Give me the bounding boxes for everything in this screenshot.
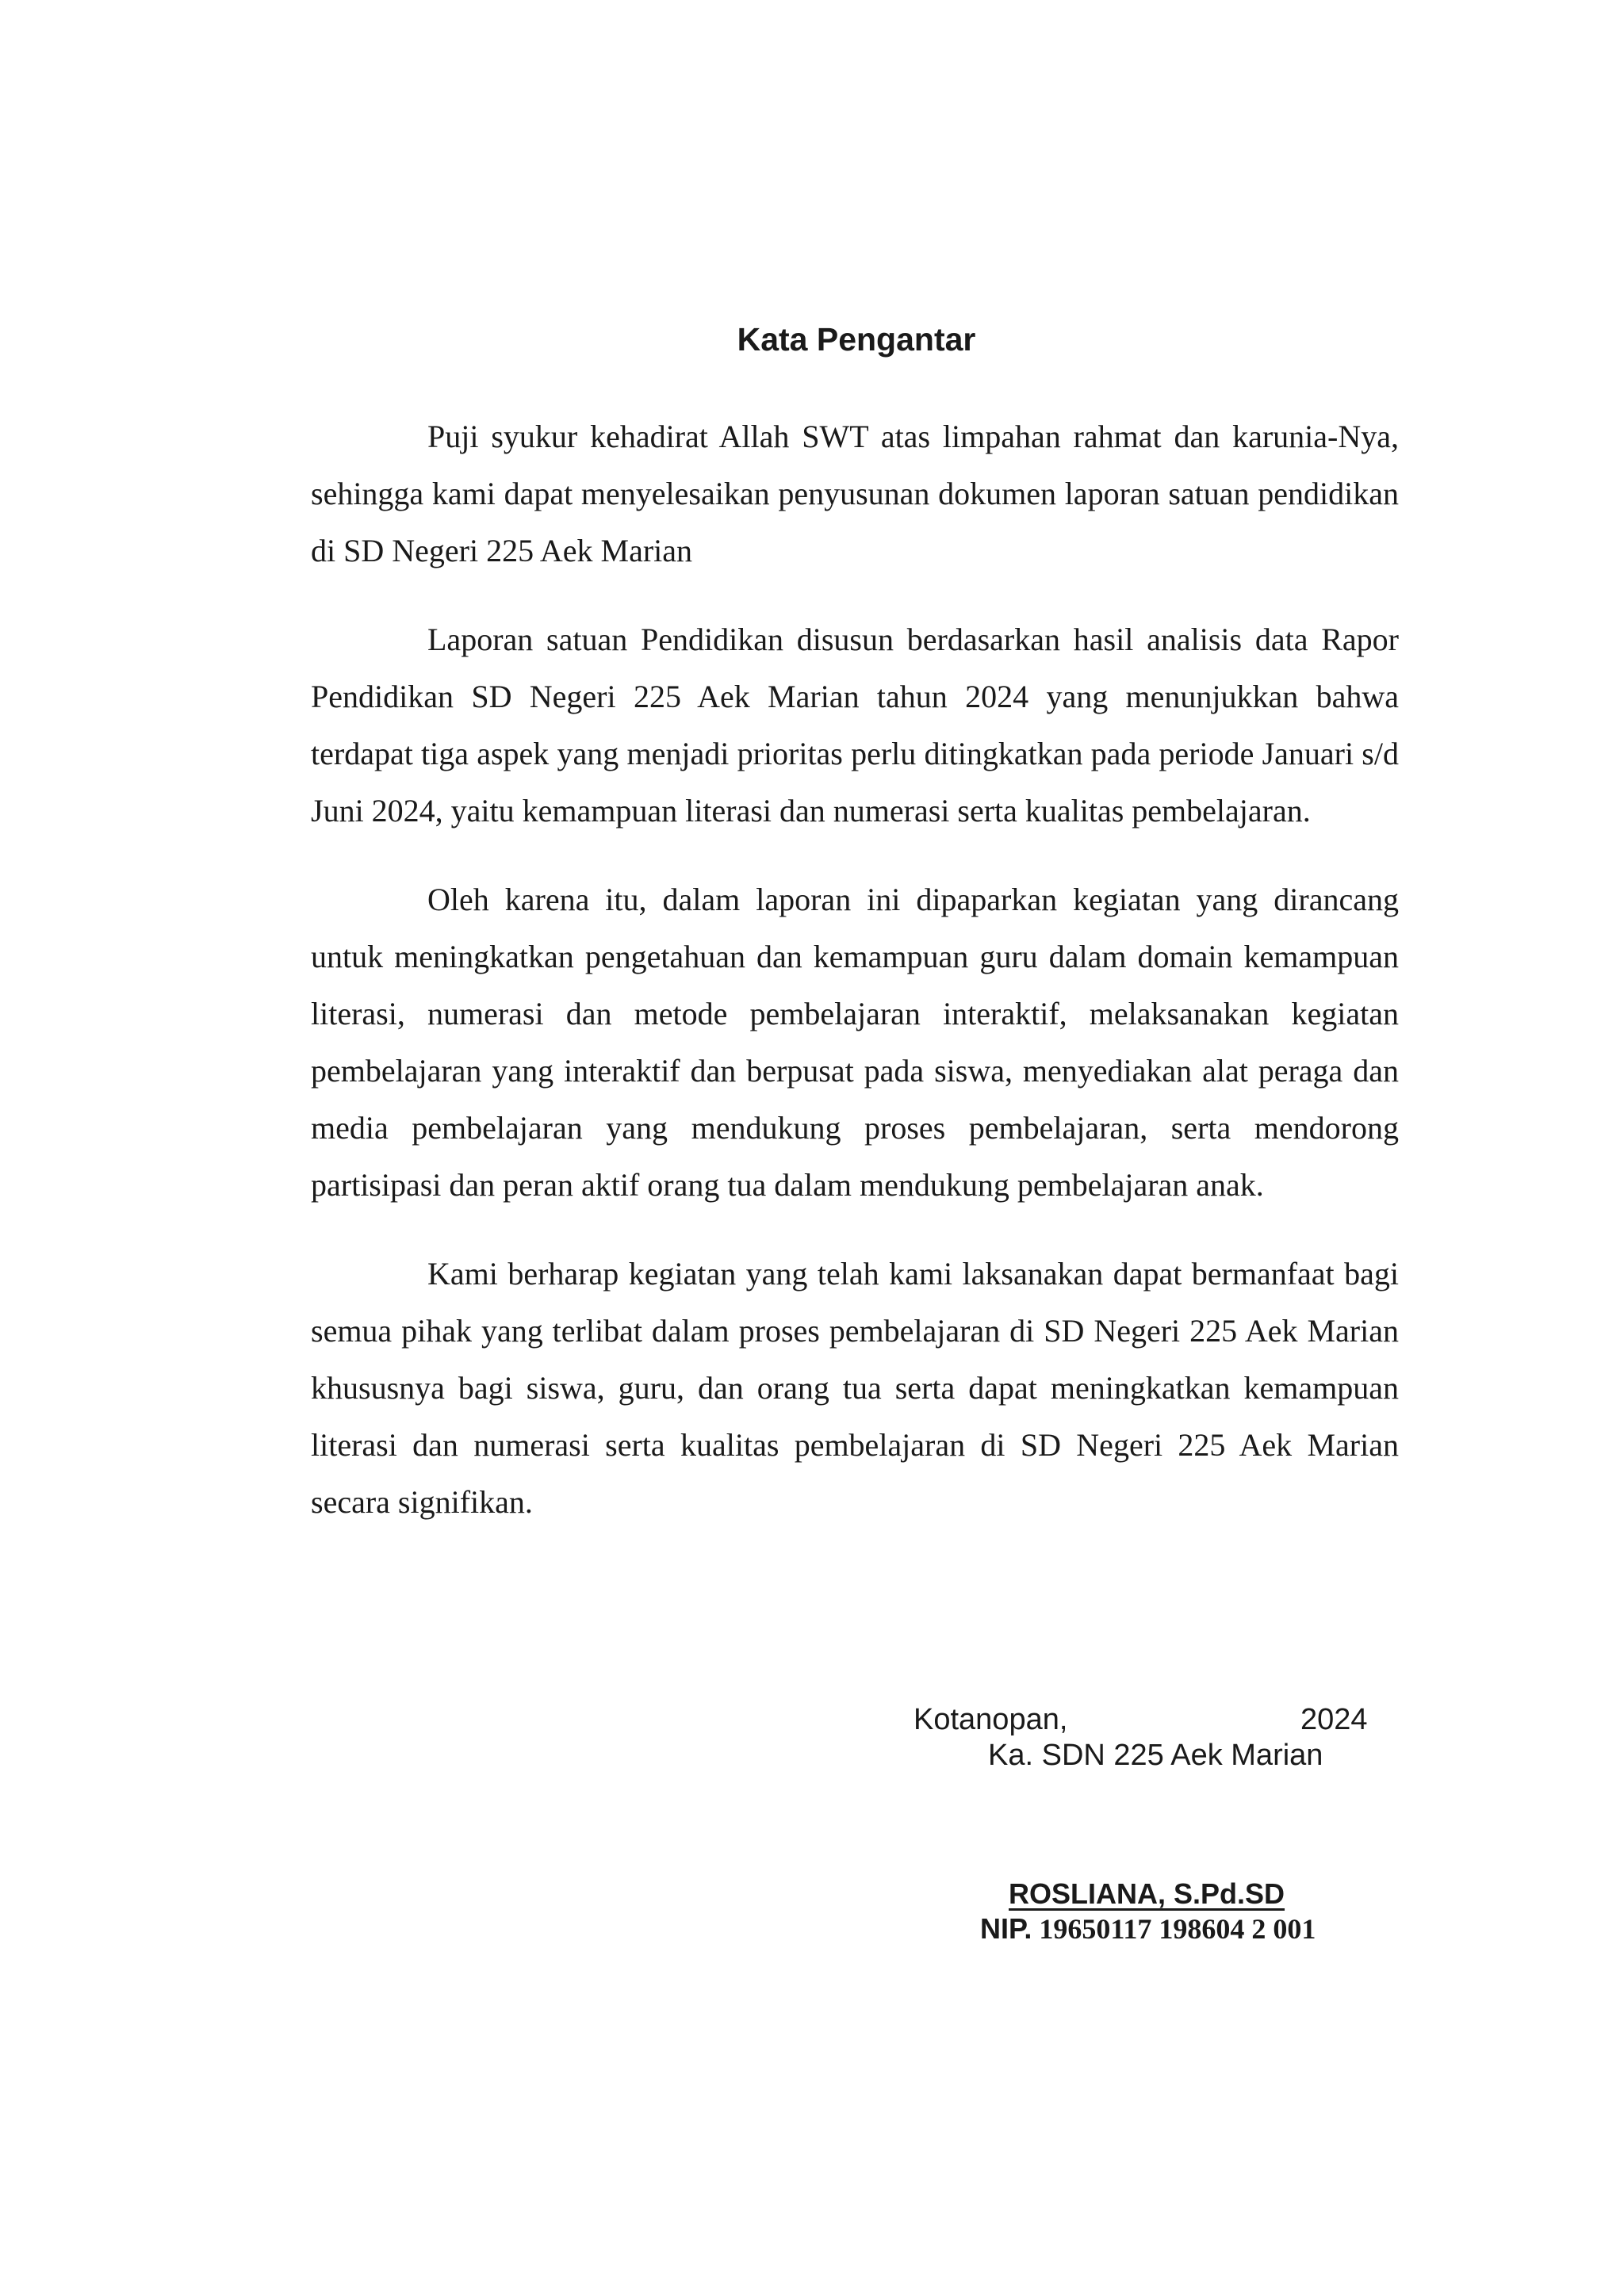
signatory-name: ROSLIANA, S.Pd.SD [1009,1877,1285,1910]
paragraph-3: Oleh karena itu, dalam laporan ini dipaparkan kegiatan yang dirancang untuk meningkatkan pengetahuan dan kemampuan guru dalam domain kemampuan literasi, numerasi dan metode pembelajaran interaktif, melaksanakan kegiatan pembelajaran yang interaktif dan berpusat pada siswa, menyediakan alat peraga dan media pembelajaran yang mendukung proses pembelajaran, serta mendorong partisipasi dan peran aktif orang tua dalam mendukung pembelajaran anak. [311,882,1399,1203]
paragraph-4: Kami berharap kegiatan yang telah kami laksanakan dapat bermanfaat bagi semua pihak yang terlibat dalam proses pembelajaran di SD Negeri 225 Aek Marian khususnya bagi siswa, guru, dan orang tua serta dapat meningkatkan kemampuan literasi dan numerasi serta kualitas pembelajaran di SD Negeri 225 Aek Marian secara signifikan. [311,1256,1399,1520]
nip-value: 19650117 198604 2 001 [1039,1913,1316,1945]
document-body [311,408,1399,1563]
paragraph-1: Puji syukur kehadirat Allah SWT atas limpahan rahmat dan karunia-Nya, sehingga kami dapat menyelesaikan penyusunan dokumen laporan satuan pendidikan di SD Negeri 225 Aek Marian [311,419,1399,568]
signature-role: Ka. SDN 225 Aek Marian [988,1739,1323,1772]
paragraph-2: Laporan satuan Pendidikan disusun berdasarkan hasil analisis data Rapor Pendidikan SD Negeri 225 Aek Marian tahun 2024 yang menunjukkan bahwa terdapat tiga aspek yang menjadi prioritas perlu ditingkatkan pada periode Januari s/d Juni 2024, yaitu kemampuan literasi dan numerasi serta kualitas pembelajaran. [311,622,1399,828]
signature-year: 2024 [1300,1703,1368,1736]
page-title: Kata Pengantar [737,321,976,358]
signatory-nip [980,1912,1316,1946]
nip-label: NIP. [980,1912,1032,1945]
signature-place: Kotanopan, [914,1703,1068,1736]
